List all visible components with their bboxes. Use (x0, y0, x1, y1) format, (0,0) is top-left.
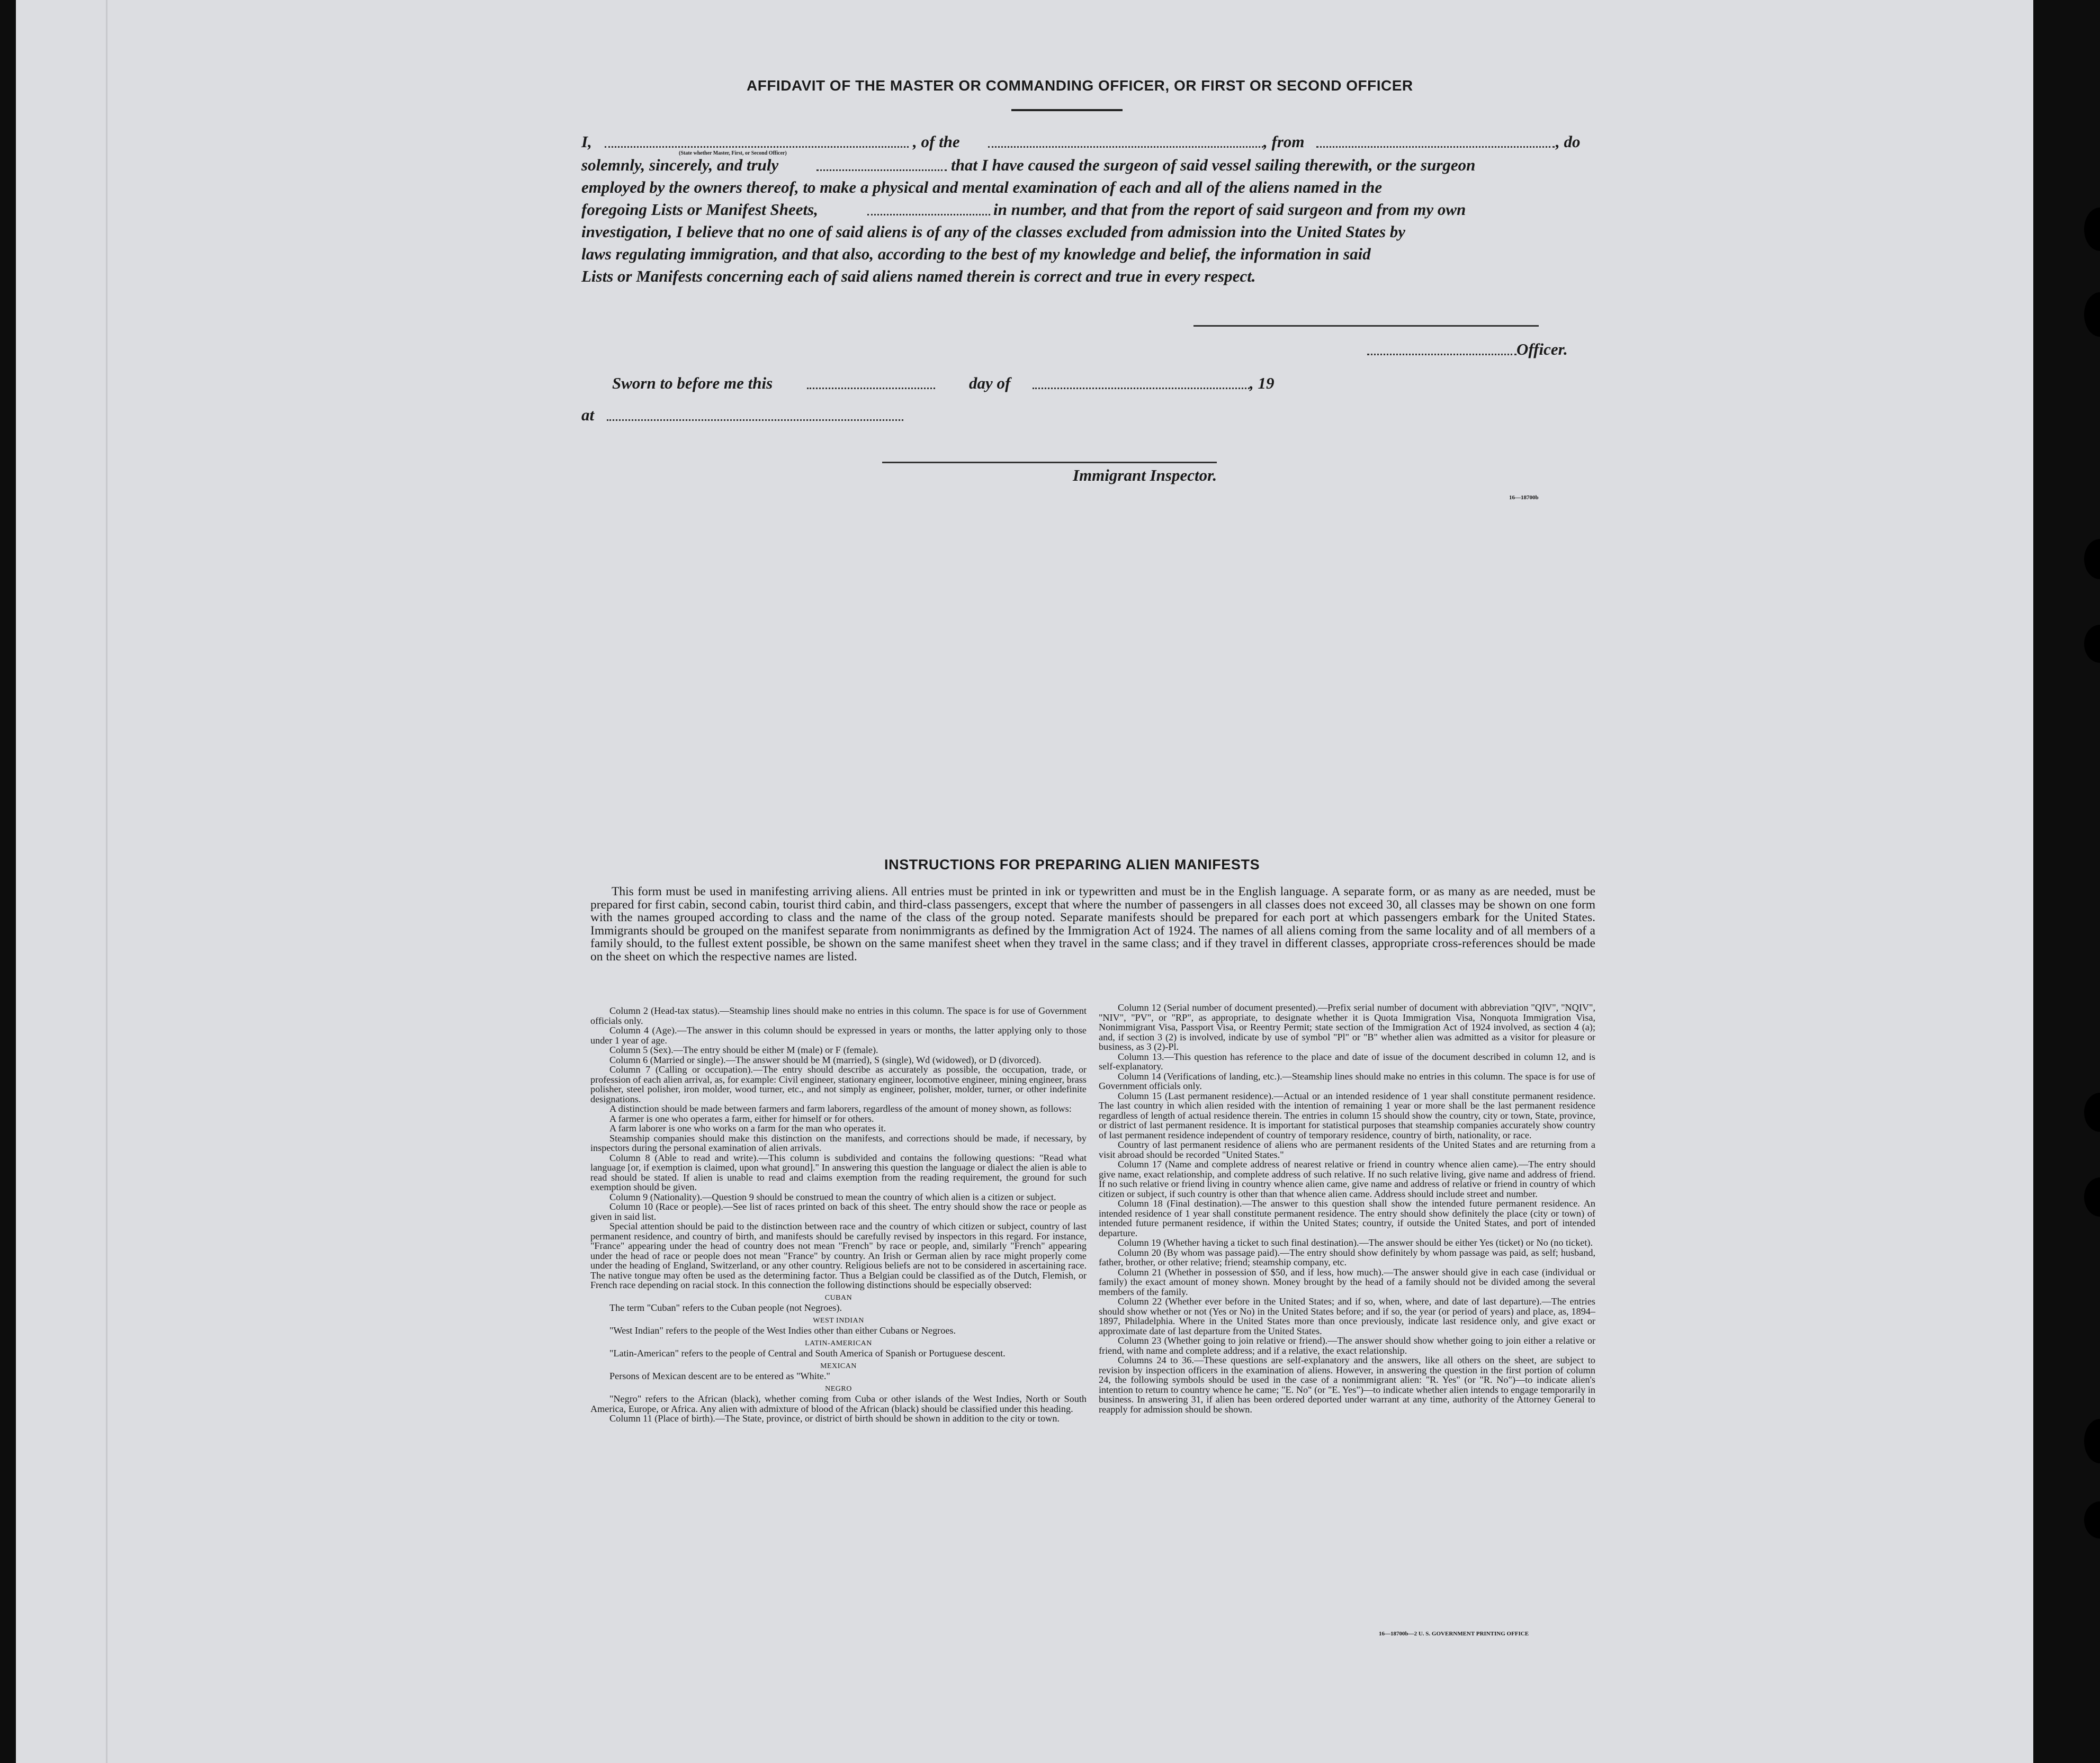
left-column-paragraph: Column 11 (Place of birth).—The State, province, or district of birth should be shown in addition to the city or town. (609, 1413, 1060, 1424)
officer-signature-line (1193, 325, 1539, 327)
left-column-paragraph: Steamship companies should make this distinction on the manifests, and corrections should be made, if necessary, by inspectors during the personal examination of alien arrivals. (590, 1132, 1087, 1153)
race-heading: CUBAN (824, 1293, 852, 1302)
affidavit-in-number: in number, and that from the report of said surgeon and from my own (993, 200, 1466, 219)
right-column-paragraph: Column 13.—This question has reference to the place and date of issue of the document described in column 12, and is self-explanatory. (1099, 1051, 1595, 1072)
affidavit-title: AFFIDAVIT OF THE MASTER OR COMMANDING OFFICER, OR FIRST OR SECOND OFFICER (747, 77, 1413, 94)
punch-hole-mark (2084, 625, 2100, 663)
affidavit-word-i: I, (581, 132, 592, 151)
affidavit-line-7: Lists or Manifests concerning each of said aliens named therein is correct and true in every respect. (581, 267, 1256, 285)
title-rule (1011, 109, 1123, 111)
number-of-aliens-field (867, 214, 990, 215)
year-prefix-text: , 19 (1250, 374, 1275, 392)
punch-hole-mark (2084, 539, 2100, 579)
affidavit-foregoing: foregoing Lists or Manifest Sheets, (581, 200, 818, 219)
at-text: at (581, 406, 595, 424)
left-column-paragraph: Column 8 (Able to read and write).—This column is subdivided and contains the following questions: "Read what language [or, if exemption is claimed, upon what ground]." In answering this question the language or dialect the alien is able to read should be stated. If alien is unable to read and claims exemption from the reading requirement, the ground for such exemption should be given. (590, 1152, 1087, 1192)
page-edge-rule (106, 0, 107, 1763)
intro-paragraph: This form must be used in manifesting arriving aliens. All entries must be printed in ink or typewritten and must be in the English language. A separate form, or as many as are needed, must be prepared for first cabin, second cabin, tourist third cabin, and third-class passengers, except that where the number of passengers in all classes does not exceed 30, all classes may be shown on one form with the names grouped according to class and the name of the class of the group noted. Separate manifests should be prepared for each port at which passengers embark for the United States. Immigrants should be grouped on the manifest separate from nonimmigrants as defined by the Immigration Act of 1924. The names of all aliens coming from the same locality and of all members of a family should, to the fullest extent possible, be shown on the same manifest sheet when they travel in the same class; and if they travel in different classes, appropriate cross-references should be made on the sheet on which the respective names are listed. (590, 885, 1595, 964)
affidavit-line-5: investigation, I believe that no one of said aliens is of any of the classes excluded from admission into the United States by (581, 222, 1406, 241)
left-column-paragraph: Column 2 (Head-tax status).—Steamship lines should make no entries in this column. The space is for use of Government officials only. (590, 1005, 1087, 1026)
right-column-paragraph: Column 18 (Final destination).—The answer to this question shall show the intended future permanent residence. An intended residence of 1 year shall constitute permanent residence. The entry should show definitely the place (city or town) of intended future permanent residence, if within the United States; country, if outside the United States, and port of intended departure. (1099, 1198, 1595, 1238)
right-column-paragraph: Column 21 (Whether in possession of $50, and if less, how much).—The answer should give in each case (individual or family) the exact amount of money shown. Money brought by the head of a family should not be divided among the several members of the family. (1099, 1266, 1595, 1297)
race-heading: WEST INDIAN (813, 1316, 864, 1325)
right-column-paragraph: Column 14 (Verifications of landing, etc.).—Steamship lines should make no entries in this column. The space is for use of Government officials only. (1099, 1071, 1595, 1091)
right-column-paragraph: Column 20 (By whom was passage paid).—The entry should show definitely by whom passage was paid, as self; husband, father, brother, or other relative; friend; steamship company, etc. (1099, 1247, 1595, 1267)
right-column-paragraph: Column 19 (Whether having a ticket to such final destination).—The answer should be either Yes (ticket) or No (no ticket). (1118, 1237, 1593, 1248)
affidavit-solemnly: solemnly, sincerely, and truly (581, 156, 779, 174)
punch-hole-mark (2084, 292, 2100, 337)
role-note: (State whether Master, First, or Second Officer) (679, 150, 787, 156)
right-column-paragraph: Columns 24 to 36.—These questions are self-explanatory and the answers, like all others on the sheet, are subject to revision by inspection officers in the examination of aliens. However, in answering the question in the first portion of column 24, the following symbols should be used in the case of a nonimmigrant alien: "R. Yes" (or "R. No")—to indicate alien's intention to return to country whence he came; "E. No" (or "E. Yes")—to indicate whether alien intends to engage temporarily in business. In answering 31, if alien has been ordered deported under warrant at any time, authority of the Attorney General to reapply for admission should be shown. (1099, 1355, 1595, 1415)
race-definition: "Negro" refers to the African (black), whether coming from Cuba or other islands of the West Indies, North or South America, Europe, or Africa. Any alien with admixture of blood of the African (black) should be classified under this heading. (590, 1393, 1087, 1414)
punch-hole-mark (2084, 1419, 2100, 1463)
left-column-paragraph: Column 6 (Married or single).—The answer should be M (married), S (single), Wd (widowed), or D (divorced). (609, 1054, 1042, 1065)
right-column-paragraph: Column 23 (Whether going to join relative or friend).—The answer should show whether going to join either a relative or friend, with name and complete address; and if a relative, the exact relationship. (1099, 1335, 1595, 1356)
left-column-paragraph: Column 10 (Race or people).—See list of races printed on back of this sheet. The entry should show the race or people as given in said list. (590, 1201, 1087, 1222)
left-column-paragraph: A distinction should be made between farmers and farm laborers, regardless of the amount of money shown, as follows: (609, 1103, 1072, 1114)
document-page (16, 0, 2033, 1763)
left-column-paragraph: Special attention should be paid to the distinction between race and the country of which citizen or subject, country of last permanent residence, and country of birth, and manifests should be carefully revised by inspectors in this regard. For instance, "France" appearing under the head of country does not mean "French" by race or people, and, similarly "French" appearing under the head of race or people does not mean "France" by country. An Irish or German alien by race might properly come under the heading of England, Switzerland, or any other country. Religious beliefs are not to be considered in ascertaining race. The native tongue may often be used as the determining factor. Thus a Belgian could be classified as of the Dutch, Flemish, or French race depending on racial stock. In this connection the following distinctions should be especially observed: (590, 1221, 1087, 1290)
affidavit-word-from: , from (1263, 132, 1305, 151)
race-definition: "West Indian" refers to the people of the West Indies other than either Cubans or Negroes. (609, 1325, 956, 1336)
affidavit-word-do: , do (1556, 132, 1581, 151)
right-column-paragraph: Column 12 (Serial number of document presented).—Prefix serial number of document with abbreviation "QIV", "NQIV", "NIV", "PV", or "RP", as appropriate, to designate whether it is Quota Immigration Visa, Nonquota Immigration Visa, Nonimmigrant Visa, Passport Visa, or Reentry Permit; state section of the Immigration Act of 1924 involved, as section 4 (a); and, if section 3 (2) is involved, indicate by use of symbol "Pl" or "B" whether alien was admitted as a visitor for pleasure or business, as 3 (2)-Pl. (1099, 1002, 1595, 1052)
officer-name-field (605, 146, 909, 148)
right-column-paragraph: Column 22 (Whether ever before in the United States; and if so, when, where, and date of last departure).—The entries should show whether or not (Yes or No) in the United States before; and if so, the year (or period of years) and place, as, 1894–1897, Philadelphia. Where in the United States more than once previously, indicate last residence only, and give exact or approximate date of last departure from the United States. (1099, 1296, 1595, 1336)
affidavit-caused: that I have caused the surgeon of said vessel sailing therewith, or the surgeon (951, 156, 1476, 174)
punch-hole-mark (2084, 208, 2100, 251)
sworn-day-field (807, 388, 935, 389)
affirmation-field (816, 169, 947, 171)
instructions-intro (590, 885, 1595, 964)
race-heading: MEXICAN (820, 1362, 857, 1370)
instructions-left-column (590, 1006, 1087, 1631)
instructions-right-column (1099, 1003, 1595, 1627)
sworn-month-field (1033, 388, 1250, 389)
vessel-name-field (988, 146, 1263, 148)
day-of-text: day of (969, 374, 1011, 392)
affidavit-line-3: employed by the owners thereof, to make a physical and mental examination of each and all of the aliens named in the (581, 178, 1383, 196)
right-column-paragraph: Column 15 (Last permanent residence).—Actual or an intended residence of 1 year shall constitute permanent residence. The last country in which alien resided with the intention of remaining 1 year or more shall be the last permanent residence regardless of length of actual residence therein. The entries in column 15 should show the country, city or town, State, province, or district of last permanent residence. It is important for statistical purposes that steamship companies accurately show country of last permanent residence independent of country of temporary residence, country of birth, nationality, or race. (1099, 1090, 1595, 1140)
sworn-place-field (607, 419, 903, 421)
left-column-paragraph: A farm laborer is one who works on a farm for the man who operates it. (609, 1123, 886, 1134)
sworn-text: Sworn to before me this (612, 374, 773, 392)
race-heading: LATIN-AMERICAN (805, 1339, 872, 1347)
race-definition: Persons of Mexican descent are to be entered as "White." (609, 1371, 830, 1381)
right-column-paragraph: Country of last permanent residence of aliens who are permanent residents of the United States and are returning from a visit abroad should be recorded "United States." (1099, 1139, 1595, 1160)
punch-hole-mark (2084, 1501, 2100, 1539)
inspector-label: Immigrant Inspector. (1073, 466, 1217, 484)
right-column-paragraph: Column 17 (Name and complete address of nearest relative or friend in country whence alien came).—The entry should give name, exact relationship, and complete address of such relative. If no such relative living, give name and address of friend. If no such relative or friend living in country whence alien came, give name and address of relative or friend in country of which citizen or subject, if such country is other than that whence alien came. Address should include street and number. (1099, 1159, 1595, 1199)
instructions-title: INSTRUCTIONS FOR PREPARING ALIEN MANIFESTS (884, 857, 1260, 872)
inspector-signature-line (882, 462, 1217, 463)
affidavit-word-of-the: , of the (913, 132, 960, 151)
affidavit-line-6: laws regulating immigration, and that also, according to the best of my knowledge and belief, the information in said (581, 245, 1371, 263)
left-column-paragraph: Column 4 (Age).—The answer in this column should be expressed in years or months, the latter applying only to those under 1 year of age. (590, 1025, 1087, 1046)
race-heading: NEGRO (825, 1384, 852, 1393)
race-definition: "Latin-American" refers to the people of Central and South America of Spanish or Portuguese descent. (609, 1348, 1006, 1359)
officer-label: Officer. (1516, 340, 1568, 358)
port-from-field (1316, 146, 1555, 148)
punch-hole-mark (2084, 1177, 2100, 1217)
left-column-paragraph: Column 7 (Calling or occupation).—The entry should describe as accurately as possible, the occupation, trade, or profession of each alien arrival, as, for example: Civil engineer, stationary engineer, locomotive engineer, mining engineer, brass polisher, steel polisher, iron molder, wood turner, etc., and not simply as engineer, polisher, molder, turner, or other indefinite designations. (590, 1064, 1087, 1104)
printing-office-footer: 16—18700b—2 U. S. GOVERNMENT PRINTING OFFICE (1379, 1631, 1529, 1637)
punch-hole-mark (2084, 1093, 2100, 1132)
race-definition: The term "Cuban" refers to the Cuban people (not Negroes). (609, 1302, 842, 1313)
left-column-paragraph: Column 9 (Nationality).—Question 9 should be construed to mean the country of which alien is a citizen or subject. (609, 1191, 1056, 1202)
affidavit-form-number: 16—18700b (1509, 494, 1539, 501)
officer-title-field (1367, 354, 1516, 355)
left-column-paragraph: Column 5 (Sex).—The entry should be either M (male) or F (female). (609, 1045, 878, 1055)
left-column-paragraph: A farmer is one who operates a farm, either for himself or for others. (609, 1113, 874, 1124)
